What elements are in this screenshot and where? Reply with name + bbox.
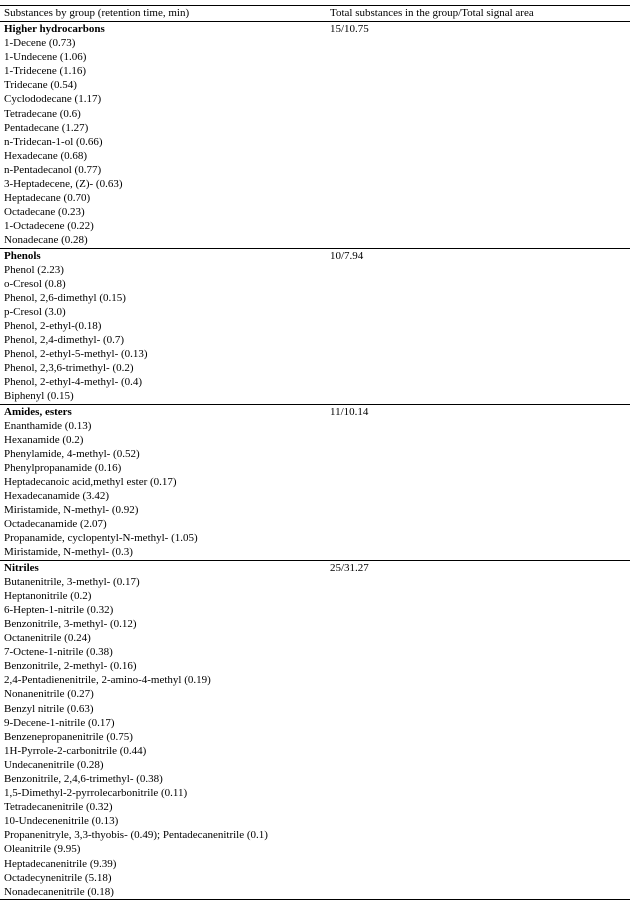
substance-item: Oleanitrile (9.95) bbox=[4, 843, 81, 856]
substance-item: Propanamide, cyclopentyl-N-methyl- (1.05) bbox=[4, 532, 198, 545]
substance-item: Heptanonitrile (0.2) bbox=[4, 589, 92, 602]
substance-item: 7-Octene-1-nitrile (0.38) bbox=[4, 646, 113, 659]
substance-item: Hexanamide (0.2) bbox=[4, 433, 84, 446]
substance-item: Phenol, 2-ethyl-4-methyl- (0.4) bbox=[4, 376, 143, 389]
header-totals: Total substances in the group/Total signal area bbox=[326, 6, 630, 22]
substance-item: Octadecanamide (2.07) bbox=[4, 518, 107, 531]
group-total: 11/10.14 bbox=[330, 405, 369, 418]
substance-item: Hexadecanamide (3.42) bbox=[4, 490, 110, 503]
substance-item: Heptadecanoic acid,methyl ester (0.17) bbox=[4, 476, 177, 488]
substance-item: p-Cresol (3.0) bbox=[4, 305, 66, 318]
group-substances-cell bbox=[0, 248, 326, 404]
substance-item: Nonanenitrile (0.27) bbox=[4, 688, 94, 701]
group-total-cell bbox=[326, 248, 630, 404]
group-total: 10/7.94 bbox=[330, 249, 364, 262]
substance-item: n-Tridecan-1-ol (0.66) bbox=[4, 135, 103, 148]
substance-item: Nonadecanenitrile (0.18) bbox=[4, 885, 114, 898]
substance-item: Hexadecane (0.68) bbox=[4, 149, 88, 162]
substance-item: Benzenepropanenitrile (0.75) bbox=[4, 730, 133, 743]
substance-item: Benzyl nitrile (0.63) bbox=[4, 702, 94, 715]
substance-item: 9-Decene-1-nitrile (0.17) bbox=[4, 716, 115, 729]
substance-item: Tetradecane (0.6) bbox=[4, 107, 81, 120]
substance-item: 1-Undecene (1.06) bbox=[4, 51, 87, 64]
substance-item: Octadecane (0.23) bbox=[4, 206, 85, 219]
substance-item: 1,5-Dimethyl-2-pyrrolecarbonitrile (0.11) bbox=[4, 787, 188, 800]
header-row bbox=[0, 6, 630, 22]
substance-item: 1-Decene (0.73) bbox=[4, 37, 76, 50]
substance-item: Miristamide, N-methyl- (0.3) bbox=[4, 546, 133, 559]
substance-item: Miristamide, N-methyl- (0.92) bbox=[4, 504, 139, 517]
substance-item: Pentadecane (1.27) bbox=[4, 121, 89, 134]
header-substances: Substances by group (retention time, min) bbox=[0, 6, 326, 22]
group-name: Amides, esters bbox=[4, 405, 72, 418]
substance-item: Octadecynenitrile (5.18) bbox=[4, 871, 112, 884]
substance-item: Heptadecane (0.70) bbox=[4, 192, 91, 205]
group-substances-cell bbox=[0, 22, 326, 249]
group-total: 15/10.75 bbox=[330, 23, 369, 35]
substance-item: 3-Heptadecene, (Z)- (0.63) bbox=[4, 178, 123, 191]
group-substances-cell bbox=[0, 560, 326, 899]
group-row bbox=[0, 560, 630, 899]
group-total: 25/31.27 bbox=[330, 561, 369, 574]
substance-item: Phenol, 2,4-dimethyl- (0.7) bbox=[4, 334, 125, 347]
substance-item: Enanthamide (0.13) bbox=[4, 419, 92, 432]
substance-item: Octanenitrile (0.24) bbox=[4, 632, 91, 645]
group-name: Nitriles bbox=[4, 561, 39, 574]
substance-item: Tridecane (0.54) bbox=[4, 79, 77, 92]
substance-item: Heptadecanenitrile (9.39) bbox=[4, 857, 117, 870]
substance-item: Cyclododecane (1.17) bbox=[4, 93, 102, 106]
substances-table bbox=[0, 5, 630, 900]
substance-item: Propanenitryle, 3,3-thyobis- (0.49); Pentadecanenitrile (0.1) bbox=[4, 829, 268, 842]
substance-item: 1H-Pyrrole-2-carbonitrile (0.44) bbox=[4, 744, 147, 757]
substance-item: Phenol (2.23) bbox=[4, 263, 64, 276]
substance-item: Butanenitrile, 3-methyl- (0.17) bbox=[4, 575, 140, 588]
group-substances-cell bbox=[0, 404, 326, 560]
substance-item: Phenol, 2,3,6-trimethyl- (0.2) bbox=[4, 362, 134, 375]
substance-item: Benzonitrile, 2-methyl- (0.16) bbox=[4, 660, 137, 673]
substance-item: Phenol, 2-ethyl-(0.18) bbox=[4, 319, 102, 332]
substance-item: 1-Tridecene (1.16) bbox=[4, 65, 87, 78]
group-name: Higher hydrocarbons bbox=[4, 23, 105, 35]
group-total-cell bbox=[326, 22, 630, 249]
group-row bbox=[0, 248, 630, 404]
substance-item: Benzonitrile, 2,4,6-trimethyl- (0.38) bbox=[4, 772, 163, 785]
substance-item: Phenol, 2-ethyl-5-methyl- (0.13) bbox=[4, 348, 148, 361]
substance-item: o-Cresol (0.8) bbox=[4, 277, 66, 290]
substance-item: Phenol, 2,6-dimethyl (0.15) bbox=[4, 291, 126, 304]
group-total-cell bbox=[326, 560, 630, 899]
group-name: Phenols bbox=[4, 249, 41, 262]
table-header bbox=[0, 6, 630, 22]
table-body bbox=[0, 22, 630, 900]
substance-item: Biphenyl (0.15) bbox=[4, 390, 74, 403]
group-row bbox=[0, 22, 630, 249]
substance-item: Phenylamide, 4-methyl- (0.52) bbox=[4, 447, 140, 460]
substance-item: 1-Octadecene (0.22) bbox=[4, 220, 94, 233]
substance-item: Undecanenitrile (0.28) bbox=[4, 758, 104, 771]
group-row bbox=[0, 404, 630, 560]
document-page bbox=[0, 5, 630, 900]
substance-item: Tetradecanenitrile (0.32) bbox=[4, 801, 113, 814]
group-total-cell bbox=[326, 404, 630, 560]
substance-item: 2,4-Pentadienenitrile, 2-amino-4-methyl (0.19) bbox=[4, 674, 211, 687]
substance-item: n-Pentadecanol (0.77) bbox=[4, 163, 102, 176]
substance-item: Nonadecane (0.28) bbox=[4, 234, 88, 247]
substance-item: Benzonitrile, 3-methyl- (0.12) bbox=[4, 617, 137, 630]
substance-item: Phenylpropanamide (0.16) bbox=[4, 461, 122, 474]
substance-item: 6-Hepten-1-nitrile (0.32) bbox=[4, 603, 114, 616]
substance-item: 10-Undecenenitrile (0.13) bbox=[4, 815, 119, 828]
